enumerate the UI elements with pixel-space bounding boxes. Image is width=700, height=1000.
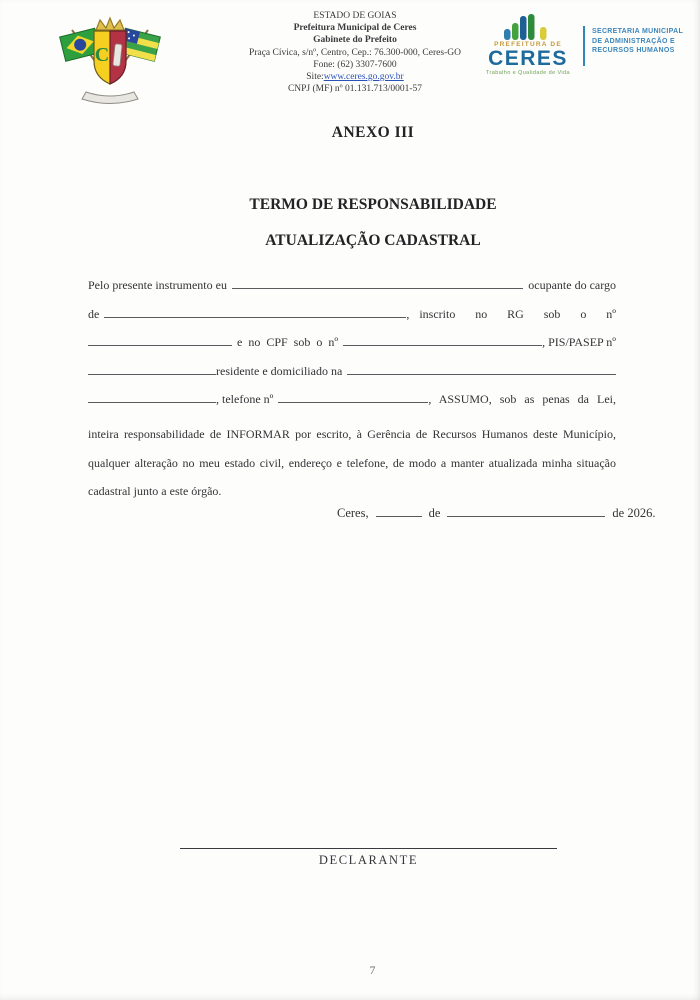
text-segment: , telefone nº xyxy=(216,392,274,407)
brand-divider xyxy=(583,26,585,66)
blank-address-field xyxy=(347,363,616,375)
blank-day-field xyxy=(376,505,422,517)
page-number: 7 xyxy=(369,965,376,977)
blank-month-field xyxy=(447,505,605,517)
blank-address2-field xyxy=(88,391,216,403)
blank-cargo-field xyxy=(104,306,406,318)
para-line-2 xyxy=(88,306,616,335)
site-label: Site: xyxy=(306,72,324,83)
text-segment: inscrito no RG sob o nº xyxy=(419,306,616,321)
secretaria-line1: SECRETARIA MUNICIPAL xyxy=(592,28,684,35)
blank-cpf-field xyxy=(343,334,542,346)
signature-line xyxy=(180,848,557,849)
date-line xyxy=(337,505,655,521)
letterhead-cnpj: CNPJ (MF) nº 01.131.713/0001-57 xyxy=(287,84,423,95)
letterhead-org-block xyxy=(205,10,505,95)
ceres-brand-logo xyxy=(480,12,683,76)
brand-tagline: Trabalho e Qualidade de Vida xyxy=(486,70,570,76)
text-segment: de xyxy=(88,306,100,321)
date-city: Ceres, xyxy=(337,506,369,520)
blank-pis-field xyxy=(88,363,216,375)
ceres-bars-icon xyxy=(502,12,554,40)
para-line-4 xyxy=(88,363,616,392)
brand-name: CERES xyxy=(488,47,568,70)
blank-phone-field xyxy=(278,391,428,403)
text-segment: residente e domiciliado na xyxy=(216,363,343,378)
body-paragraph xyxy=(88,277,616,506)
para-line-7: qualquer alteração no meu estado civil, endereço e telefone, de modo a manter atualizada minha situação xyxy=(88,455,616,470)
para-line-3 xyxy=(88,334,616,363)
brand-pretitle: PREFEITURA DE xyxy=(494,41,562,48)
signature-label: DECLARANTE xyxy=(318,853,419,867)
letterhead-office: Gabinete do Prefeito xyxy=(313,35,397,46)
document-title-line1: TERMO DE RESPONSABILIDADE xyxy=(249,196,497,213)
letterhead-phone: Fone: (62) 3307-7600 xyxy=(313,59,397,70)
blank-rg-field xyxy=(88,334,232,346)
date-de1: de xyxy=(428,506,441,520)
secretaria-line2: DE ADMINISTRAÇÃO E xyxy=(592,37,675,45)
letterhead-site xyxy=(205,71,505,83)
text-segment: , ASSUMO, sob as penas da Lei, xyxy=(428,392,616,407)
letterhead-cityhall: Prefeitura Municipal de Ceres xyxy=(293,23,417,34)
secretaria-line3: RECURSOS HUMANOS xyxy=(592,47,675,54)
para-line-8: cadastral junto a este órgão. xyxy=(88,484,222,499)
text-segment: , PIS/PASEP nº xyxy=(542,335,616,350)
blank-name-field xyxy=(232,277,523,289)
text-segment: e no CPF sob o nº xyxy=(237,335,339,350)
text-segment: Pelo presente instrumento eu xyxy=(88,278,227,292)
text-segment: ocupante do cargo xyxy=(528,278,616,292)
ceres-coat-of-arms-icon xyxy=(56,6,164,108)
date-year: de 2026. xyxy=(612,506,656,520)
site-link[interactable]: www.ceres.go.gov.br xyxy=(323,72,404,83)
letterhead-state: ESTADO DE GOIAS xyxy=(313,11,397,21)
text-segment: , xyxy=(406,306,410,321)
para-line-6: inteira responsabilidade de INFORMAR por escrito, à Gerência de Recursos Humanos deste Município, xyxy=(88,426,616,441)
para-line-1 xyxy=(88,277,616,306)
svg-text:C: C xyxy=(94,44,110,66)
document-title-line2: ATUALIZAÇÃO CADASTRAL xyxy=(265,232,481,249)
annex-title: ANEXO III xyxy=(331,124,415,141)
signature-block xyxy=(180,848,557,868)
para-line-5 xyxy=(88,391,616,420)
letterhead-address: Praça Cívica, s/nº, Centro, Cep.: 76.300-000, Ceres-GO xyxy=(249,47,461,58)
brand-secretaria xyxy=(592,27,683,56)
